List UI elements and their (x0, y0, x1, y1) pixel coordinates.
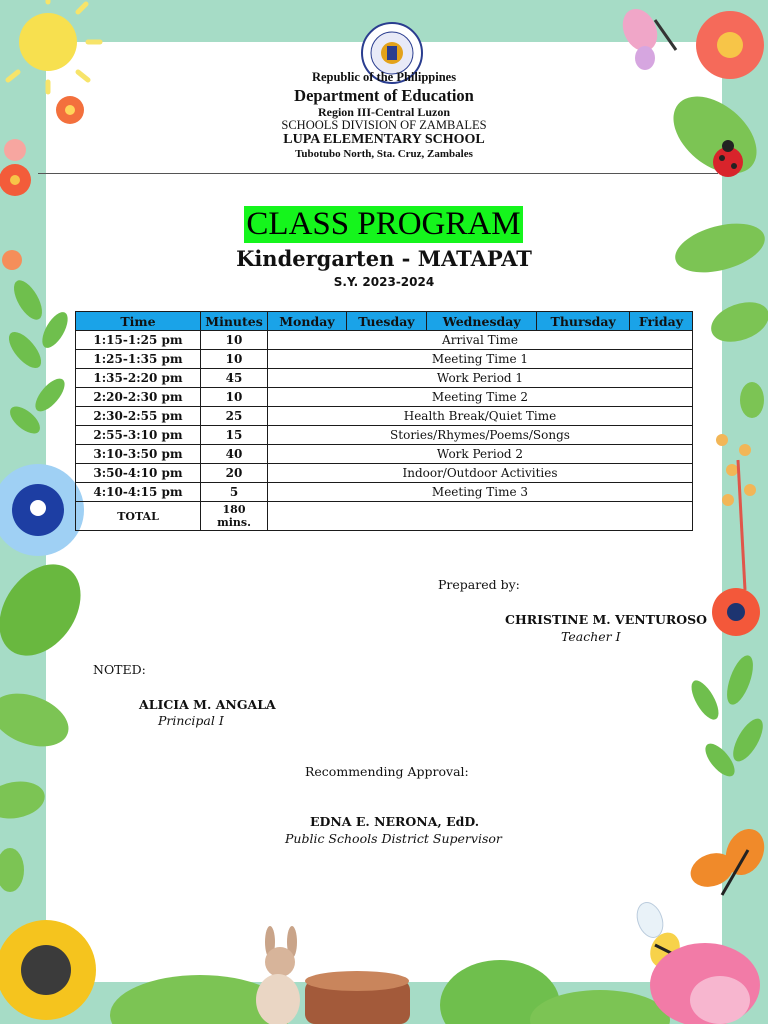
school-year: S.Y. 2023-2024 (333, 275, 435, 289)
activity-cell: Stories/Rhymes/Poems/Songs (268, 426, 693, 445)
time-cell: 4:10-4:15 pm (76, 483, 201, 502)
header-wednesday: Wednesday (427, 312, 537, 331)
recommending-name: EDNA E. NERONA, EdD. (310, 814, 480, 829)
time-cell: 2:20-2:30 pm (76, 388, 201, 407)
noted-position: Principal I (158, 713, 224, 728)
header-friday: Friday (629, 312, 692, 331)
table-row (76, 369, 693, 388)
flower-icon (696, 11, 764, 79)
region-text: Region III-Central Luzon (317, 105, 450, 119)
total-label: TOTAL (76, 502, 201, 531)
activity-cell: Indoor/Outdoor Activities (268, 464, 693, 483)
noted-name: ALICIA M. ANGALA (139, 697, 276, 712)
time-cell: 1:25-1:35 pm (76, 350, 201, 369)
prepared-by-position: Teacher I (561, 629, 621, 644)
division-text: SCHOOLS DIVISION OF ZAMBALES (281, 118, 487, 132)
activity-cell: Meeting Time 1 (268, 350, 693, 369)
activity-cell: Meeting Time 3 (268, 483, 693, 502)
activity-cell: Work Period 2 (268, 445, 693, 464)
minutes-cell: 10 (201, 388, 268, 407)
activity-cell: Meeting Time 2 (268, 388, 693, 407)
header-monday: Monday (268, 312, 347, 331)
minutes-cell: 5 (201, 483, 268, 502)
butterfly-icon (616, 3, 676, 70)
prepared-by-name: CHRISTINE M. VENTUROSO (505, 612, 708, 627)
table-row (76, 388, 693, 407)
time-cell: 3:50-4:10 pm (76, 464, 201, 483)
republic-text: Republic of the Philippines (311, 70, 457, 84)
rabbit-icon (256, 926, 300, 1024)
total-row (76, 502, 693, 531)
butterfly-icon (686, 823, 768, 895)
recommending-position: Public Schools District Supervisor (285, 831, 502, 846)
minutes-cell: 10 (201, 350, 268, 369)
minutes-cell: 15 (201, 426, 268, 445)
minutes-cell: 10 (201, 331, 268, 350)
noted-label: NOTED: (93, 662, 146, 677)
table-row (76, 350, 693, 369)
table-row (76, 426, 693, 445)
total-minutes-value: 180 (222, 503, 246, 516)
header-minutes: Minutes (201, 312, 268, 331)
blue-flower-icon (0, 464, 84, 556)
minutes-cell: 40 (201, 445, 268, 464)
class-program-table (75, 311, 693, 531)
time-cell: 2:30-2:55 pm (76, 407, 201, 426)
table-header-row (76, 312, 693, 331)
header-thursday: Thursday (537, 312, 630, 331)
sunflower-icon (0, 920, 96, 1020)
department-text: Department of Education (294, 86, 474, 105)
table-row (76, 331, 693, 350)
page-title: CLASS PROGRAM (244, 206, 523, 243)
table-row (76, 464, 693, 483)
class-subtitle: Kindergarten - MATAPAT (236, 246, 532, 271)
table-row (76, 407, 693, 426)
tree-stump-icon (305, 971, 410, 1024)
total-minutes-unit: mins. (217, 516, 251, 529)
time-cell: 1:35-2:20 pm (76, 369, 201, 388)
prepared-by-label: Prepared by: (438, 577, 520, 592)
time-cell: 2:55-3:10 pm (76, 426, 201, 445)
school-name: LUPA ELEMENTARY SCHOOL (283, 132, 485, 147)
activity-cell: Health Break/Quiet Time (268, 407, 693, 426)
activity-cell: Arrival Time (268, 331, 693, 350)
minutes-cell: 20 (201, 464, 268, 483)
time-cell: 1:15-1:25 pm (76, 331, 201, 350)
header-time: Time (76, 312, 201, 331)
minutes-cell: 45 (201, 369, 268, 388)
total-minutes (201, 502, 268, 531)
minutes-cell: 25 (201, 407, 268, 426)
total-empty-cell (268, 502, 693, 531)
recommending-label: Recommending Approval: (305, 764, 469, 779)
activity-cell: Work Period 1 (268, 369, 693, 388)
header-divider (38, 173, 718, 174)
header-tuesday: Tuesday (346, 312, 426, 331)
time-cell: 3:10-3:50 pm (76, 445, 201, 464)
table-row (76, 445, 693, 464)
school-address: Tubotubo North, Sta. Cruz, Zambales (295, 148, 473, 160)
table-row (76, 483, 693, 502)
flower-icon (712, 434, 760, 636)
